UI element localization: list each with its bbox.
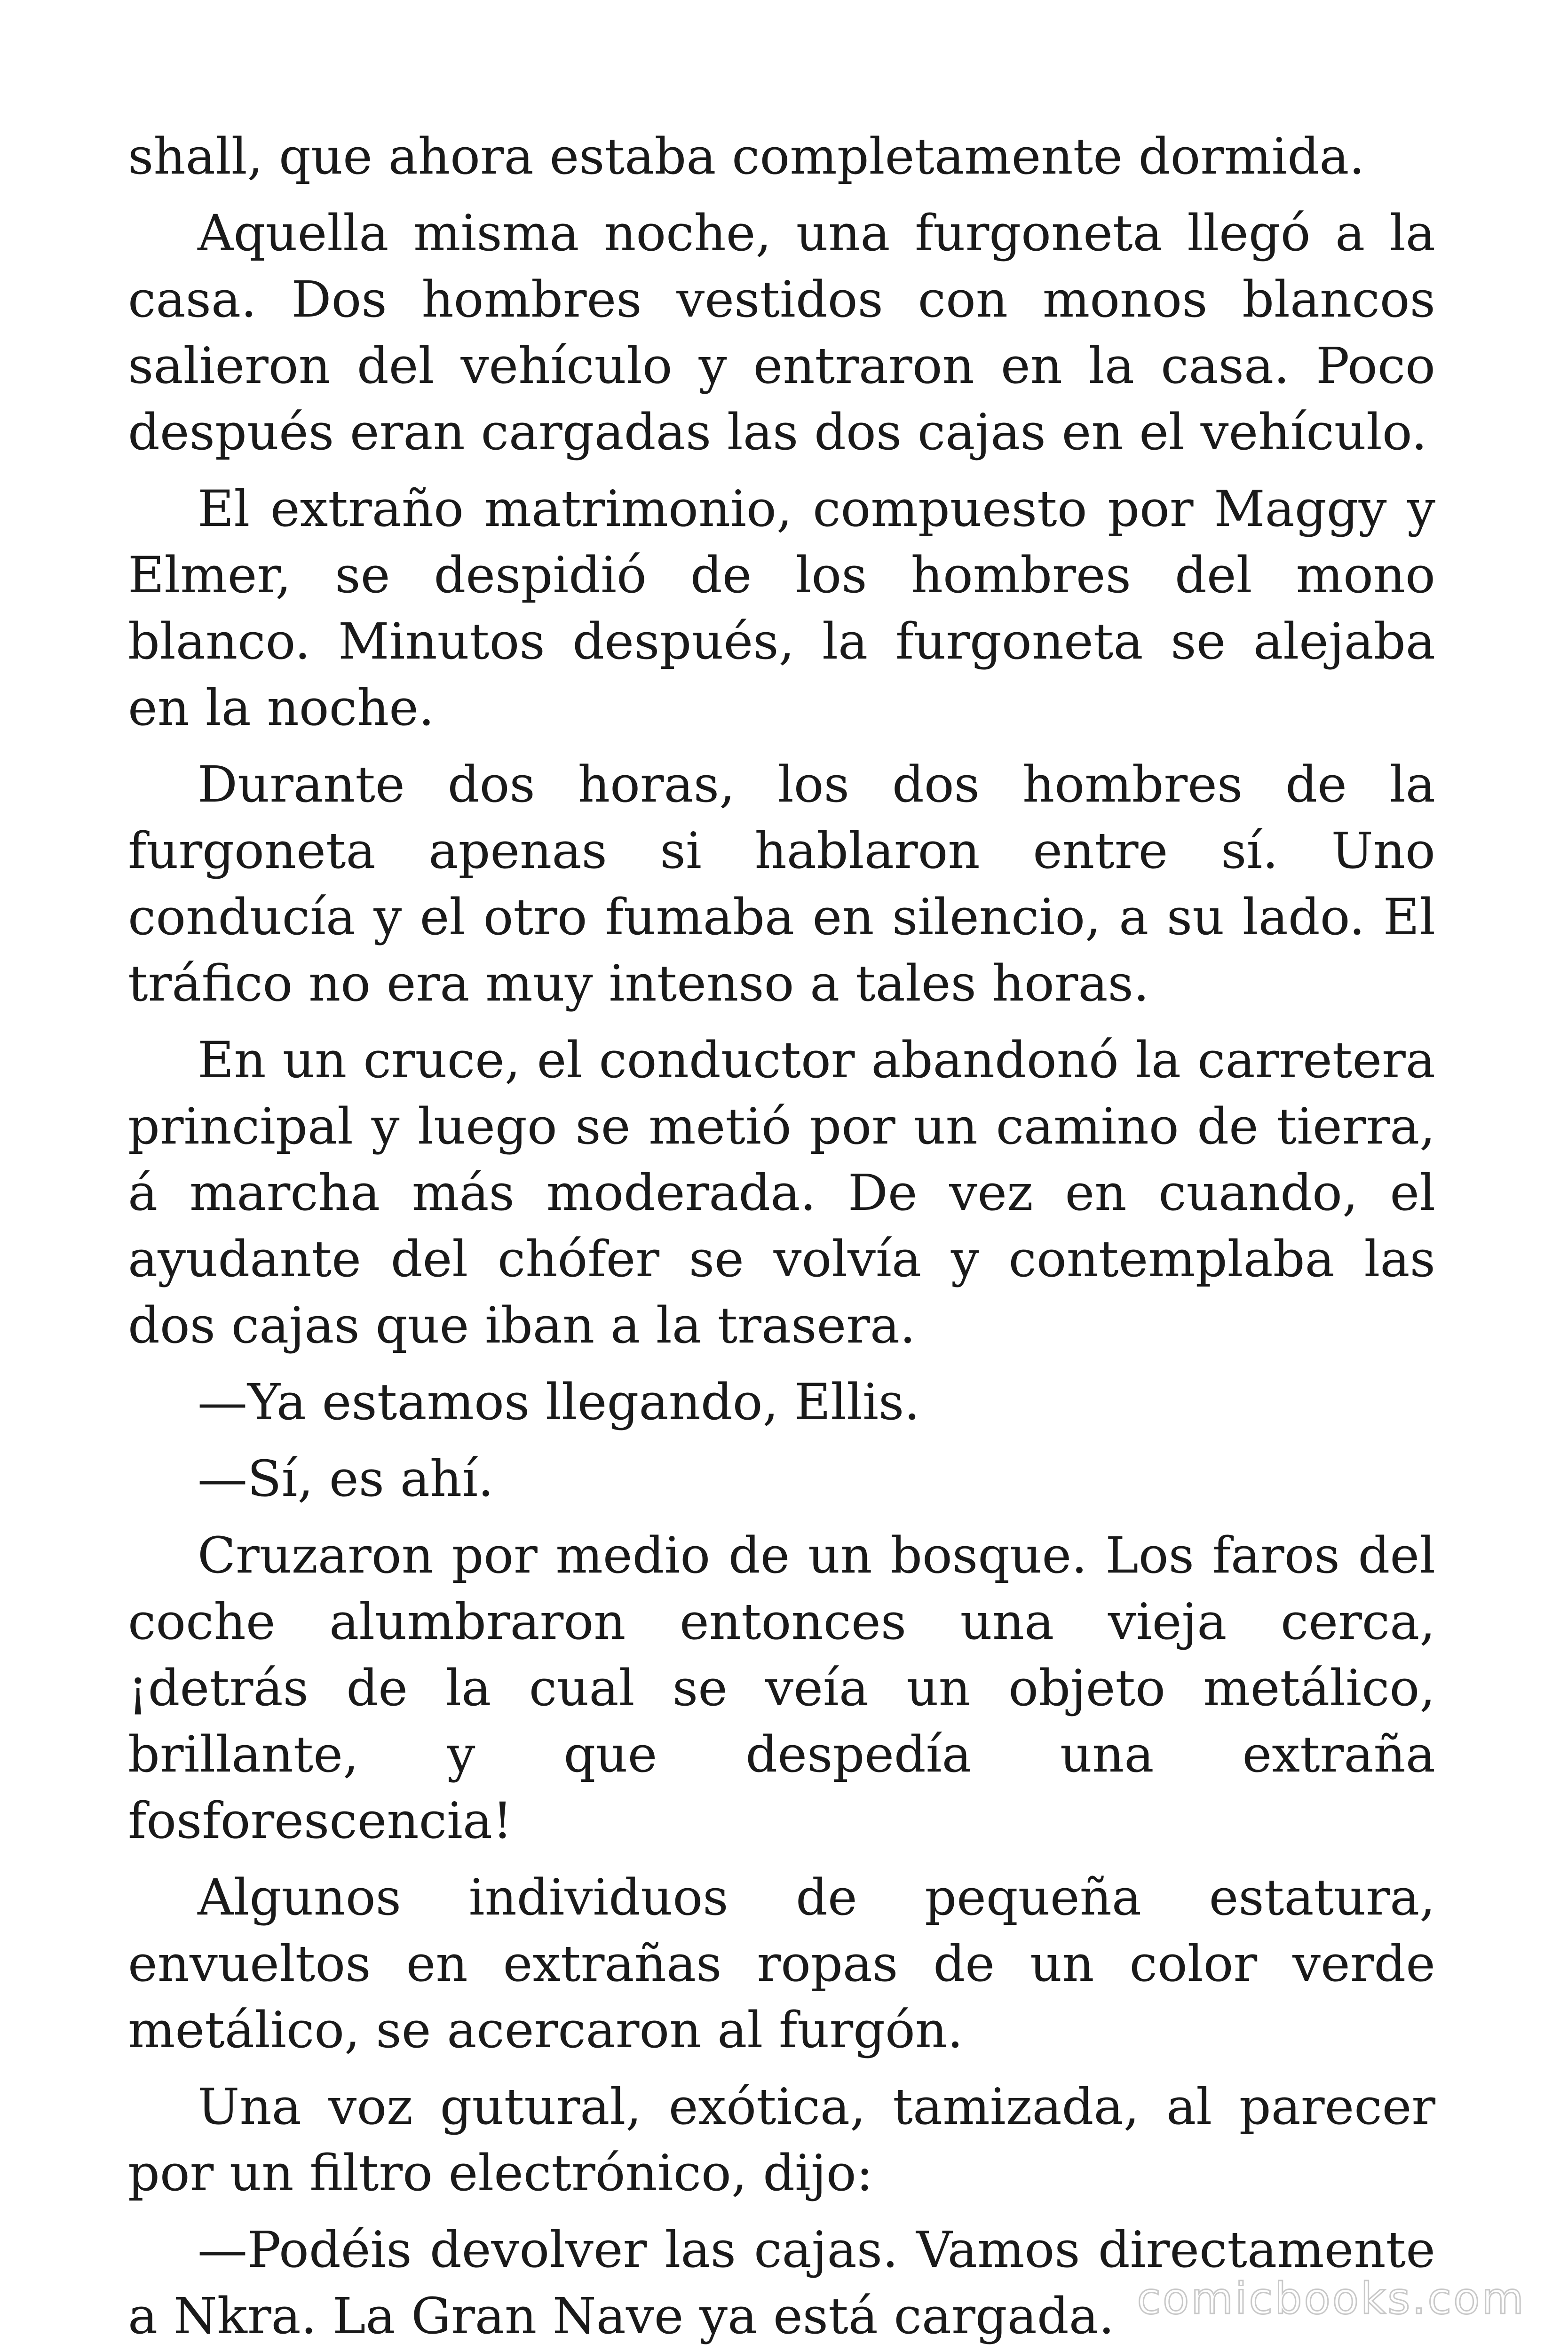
watermark: comicbooks.com	[1137, 2273, 1526, 2324]
paragraph-6: —Ya estamos llegando, Ellis.	[198, 1373, 920, 1431]
paragraph-4: Durante dos horas, los dos hombres de la furgoneta apenas si hablaron entre sí. Uno conducía y el otro fumaba en silencio, a su lado. El tráfico no era muy intenso a tales horas.	[128, 755, 1435, 1012]
paragraph-11: —Podéis devolver las cajas. Vamos directamente a Nkra. La Gran Nave ya está cargada.	[128, 2221, 1435, 2345]
paragraph-1: shall, que ahora estaba completamente dormida.	[128, 127, 1365, 185]
paragraph-8: Cruzaron por medio de un bosque. Los faros del coche alumbraron entonces una vieja cerca, ¡detrás de la cual se veía un objeto metálico, brillante, y que despedía una extraña fosforescencia!	[128, 1526, 1435, 1850]
paragraph-7: —Sí, es ahí.	[198, 1450, 494, 1508]
page-text	[128, 123, 1435, 2352]
paragraph-9: Algunos individuos de pequeña estatura, envueltos en extrañas ropas de un color verde metálico, se acercaron al furgón.	[128, 1868, 1435, 2059]
paragraph-5: En un cruce, el conductor abandonó la carretera principal y luego se metió por un camino de tierra, á marcha más moderada. De vez en cuando, el ayudante del chófer se volvía y contemplaba las dos cajas que iban a la trasera.	[128, 1031, 1435, 1354]
paragraph-2: Aquella misma noche, una furgoneta llegó a la casa. Dos hombres vestidos con monos blancos salieron del vehículo y entraron en la casa. Poco después eran cargadas las dos cajas en el vehículo.	[128, 204, 1435, 461]
paragraph-3: El extraño matrimonio, compuesto por Maggy y Elmer, se despidió de los hombres del mono blanco. Minutos después, la furgoneta se alejaba en la noche.	[128, 480, 1435, 737]
paragraph-10: Una voz gutural, exótica, tamizada, al parecer por un filtro electrónico, dijo:	[128, 2078, 1435, 2202]
